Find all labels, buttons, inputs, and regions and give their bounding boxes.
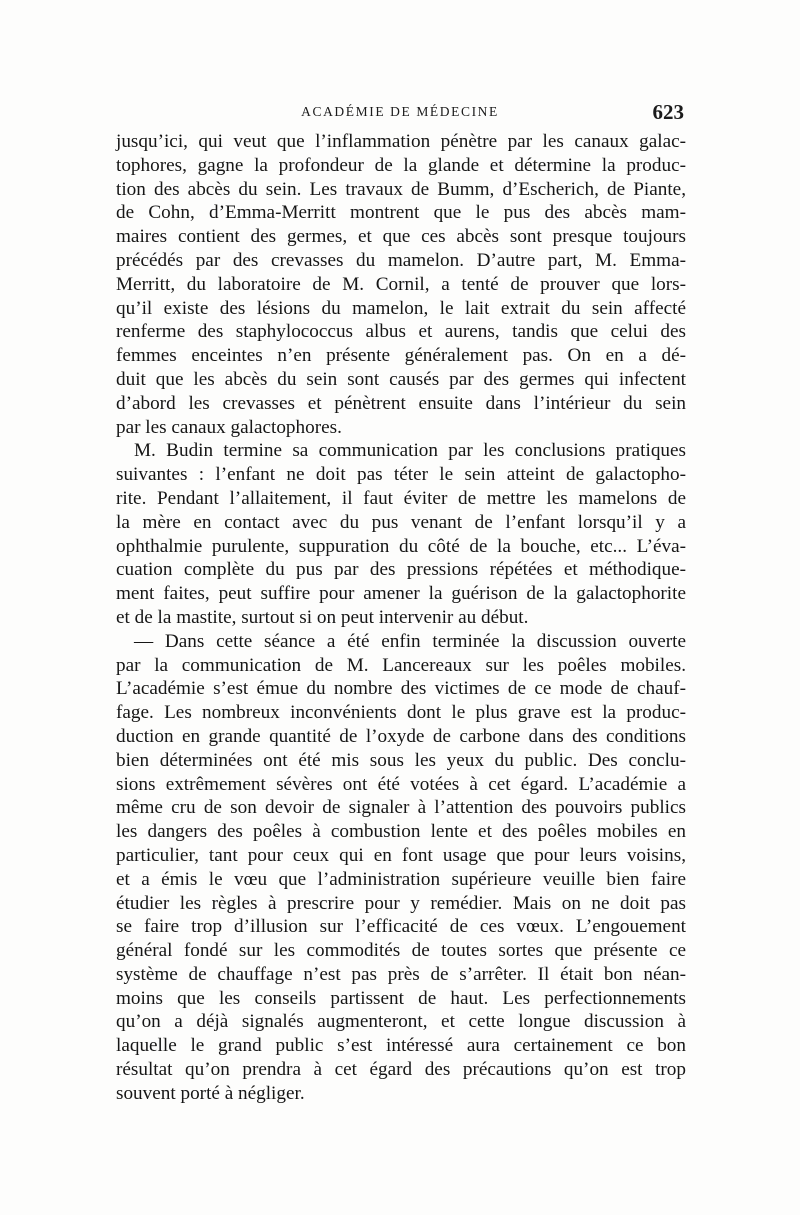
paragraph xyxy=(116,630,686,1106)
text-line: tophores, gagne la profondeur de la glande et détermine la produc- xyxy=(116,154,686,176)
text-line: étudier les règles à prescrire pour y remédier. Mais on ne doit pas xyxy=(116,892,686,914)
text-line: laquelle le grand public s’est intéressé aura certainement ce bon xyxy=(116,1035,686,1057)
text-line: par la communication de M. Lancereaux sur les poêles mobiles. xyxy=(116,654,686,676)
text-line: sions extrêmement sévères ont été votées à cet égard. L’académie a xyxy=(116,773,686,795)
text-line: — Dans cette séance a été enfin terminée la discussion ouverte xyxy=(134,630,686,652)
text-line: même cru de son devoir de signaler à l’attention des pouvoirs publics xyxy=(116,797,686,819)
text-line: bien déterminées ont été mis sous les yeux du public. Des conclu- xyxy=(116,749,686,771)
text-line: par les canaux galactophores. xyxy=(116,416,342,438)
text-line: qu’il existe des lésions du mamelon, le lait extrait du sein affecté xyxy=(116,297,686,319)
text-line: M. Budin termine sa communication par les conclusions pratiques xyxy=(134,440,686,462)
text-line: les dangers des poêles à combustion lente et des poêles mobiles en xyxy=(116,821,686,843)
text-line: particulier, tant pour ceux qui en font usage que pour leurs voisins, xyxy=(116,844,686,866)
page-number: 623 xyxy=(652,100,684,124)
text-line: se faire trop d’illusion sur l’efficacité de ces vœux. L’engouement xyxy=(116,916,686,938)
paragraph xyxy=(116,439,686,629)
text-line: souvent porté à négliger. xyxy=(116,1082,305,1104)
text-line: L’académie s’est émue du nombre des victimes de ce mode de chauf- xyxy=(116,678,686,700)
text-line: général fondé sur les commodités de toutes sortes que présente ce xyxy=(116,940,686,962)
text-line: d’abord les crevasses et pénètrent ensuite dans l’intérieur du sein xyxy=(116,392,686,414)
text-line: précédés par des crevasses du mamelon. D’autre part, M. Emma- xyxy=(116,249,686,271)
text-line: suivantes : l’enfant ne doit pas téter le sein atteint de galactopho- xyxy=(116,464,686,486)
text-line: qu’on a déjà signalés augmenteront, et cette longue discussion à xyxy=(116,1011,686,1033)
text-line: duction en grande quantité de l’oxyde de carbone dans des conditions xyxy=(116,725,686,747)
text-line: Merritt, du laboratoire de M. Cornil, a tenté de prouver que lors- xyxy=(116,273,686,295)
text-line: maires contient des germes, et que ces abcès sont presque toujours xyxy=(116,226,686,248)
text-line: ment faites, peut suffire pour amener la guérison de la galactophorite xyxy=(116,583,686,605)
text-line: duit que les abcès du sein sont causés par des germes qui infectent xyxy=(116,368,686,390)
text-line: rite. Pendant l’allaitement, il faut éviter de mettre les mamelons de xyxy=(116,487,686,509)
paragraph xyxy=(116,130,686,439)
text-line: de Cohn, d’Emma-Merritt montrent que le pus des abcès mam- xyxy=(116,202,686,224)
text-line: système de chauffage n’est pas près de s’arrêter. Il était bon néan- xyxy=(116,963,686,985)
text-line: moins que les conseils partissent de haut. Les perfectionnements xyxy=(116,987,686,1009)
text-line: résultat qu’on prendra à cet égard des précautions qu’on est trop xyxy=(116,1059,686,1081)
text-line: et de la mastite, surtout si on peut intervenir au début. xyxy=(116,606,529,628)
text-line: fage. Les nombreux inconvénients dont le plus grave est la produc- xyxy=(116,702,686,724)
page-header xyxy=(116,100,684,126)
running-title: ACADÉMIE DE MÉDECINE xyxy=(301,104,499,119)
text-line: ophthalmie purulente, suppuration du côté de la bouche, etc... L’éva- xyxy=(116,535,686,557)
text-line: cuation complète du pus par des pressions répétées et méthodique- xyxy=(116,559,686,581)
text-line: tion des abcès du sein. Les travaux de Bumm, d’Escherich, de Piante, xyxy=(116,178,686,200)
text-line: jusqu’ici, qui veut que l’inflammation pénètre par les canaux galac- xyxy=(116,131,686,152)
body-text xyxy=(116,130,686,1106)
text-line: renferme des staphylococcus albus et aurens, tandis que celui des xyxy=(116,321,686,343)
text-line: femmes enceintes n’en présente généralement pas. On en a dé- xyxy=(116,345,686,367)
text-line: et a émis le vœu que l’administration supérieure veuille bien faire xyxy=(116,868,686,890)
text-line: la mère en contact avec du pus venant de l’enfant lorsqu’il y a xyxy=(116,511,686,533)
